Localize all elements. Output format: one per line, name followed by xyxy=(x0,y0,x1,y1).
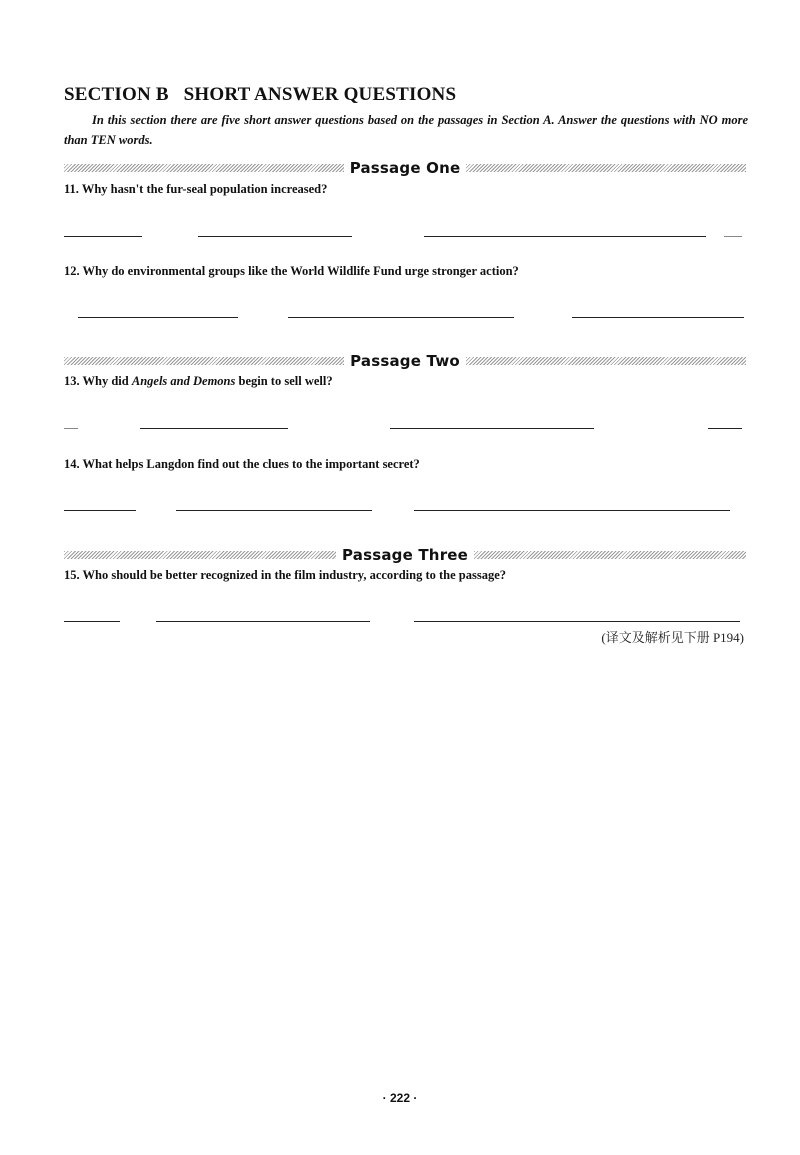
answer-line[interactable] xyxy=(198,236,352,237)
hatch-rule xyxy=(466,164,746,172)
question-text-before: Why did xyxy=(82,374,132,388)
translation-reference-note: (译文及解析见下册 P194) xyxy=(601,630,744,645)
hatch-rule xyxy=(64,551,336,559)
answer-line[interactable] xyxy=(414,510,730,511)
question-number: 13. xyxy=(64,374,80,388)
question-text: Who should be better recognized in the film industry, according to the passage? xyxy=(82,568,507,582)
answer-line[interactable] xyxy=(724,236,742,237)
question-text: Why hasn't the fur-seal population increased? xyxy=(81,182,328,196)
answer-line[interactable] xyxy=(708,428,742,429)
question-number: 12. xyxy=(64,264,80,278)
question-text: What helps Langdon find out the clues to the important secret? xyxy=(82,457,420,471)
passage-two-label: Passage Two xyxy=(350,352,460,370)
question-number: 14. xyxy=(64,457,80,471)
answer-line[interactable] xyxy=(64,510,136,511)
question-14 xyxy=(64,457,754,472)
answer-line[interactable] xyxy=(64,236,142,237)
hatch-rule xyxy=(466,357,746,365)
answer-line[interactable] xyxy=(572,317,744,318)
hatch-rule xyxy=(64,357,344,365)
hatch-rule xyxy=(64,164,344,172)
answer-line[interactable] xyxy=(156,621,370,622)
answer-line[interactable] xyxy=(390,428,594,429)
hatch-rule xyxy=(474,551,746,559)
page-number: · 222 · xyxy=(382,1091,418,1105)
book-title: Angels and Demons xyxy=(131,374,236,388)
answer-line[interactable] xyxy=(288,317,514,318)
answer-line[interactable] xyxy=(78,317,238,318)
question-12 xyxy=(64,264,754,279)
answer-line[interactable] xyxy=(64,621,120,622)
answer-line[interactable] xyxy=(140,428,288,429)
answer-line[interactable] xyxy=(414,621,740,622)
question-number: 11. xyxy=(64,182,79,196)
passage-three-label: Passage Three xyxy=(341,546,469,564)
answer-line[interactable] xyxy=(64,428,78,429)
question-text-after: begin to sell well? xyxy=(235,374,333,388)
passage-one-header xyxy=(64,158,746,178)
passage-three-header xyxy=(64,545,746,565)
question-number: 15. xyxy=(64,568,80,582)
section-instructions: In this section there are five short answer questions based on the passages in Section A. Answer the questions with NO more than TEN words. xyxy=(64,113,748,147)
question-11 xyxy=(64,182,754,197)
question-text: Why do environmental groups like the World Wildlife Fund urge stronger action? xyxy=(82,264,519,278)
answer-line[interactable] xyxy=(176,510,372,511)
section-title: SECTION B SHORT ANSWER QUESTIONS xyxy=(64,84,457,105)
answer-line[interactable] xyxy=(424,236,706,237)
question-13 xyxy=(64,374,754,389)
passage-two-header xyxy=(64,351,746,371)
question-15 xyxy=(64,568,754,583)
passage-one-label: Passage One xyxy=(349,159,461,177)
